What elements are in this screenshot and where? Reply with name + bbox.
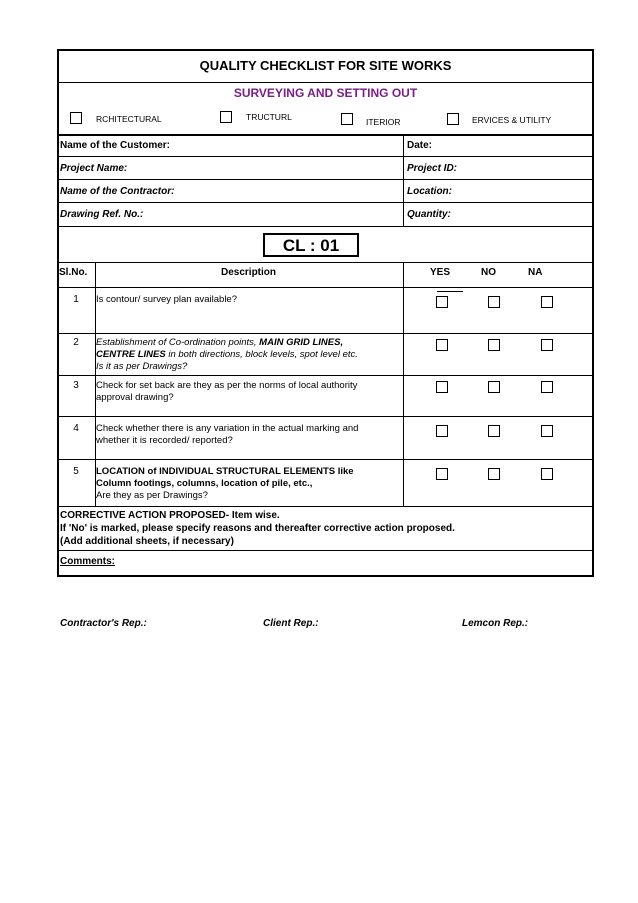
col-no-header: NO (481, 267, 496, 278)
description-line: Column footings, columns, location of pile, etc., (96, 478, 313, 489)
row-number: 4 (73, 423, 79, 434)
corrective-action-instruction: If 'No' is marked, please specify reasons and thereafter corrective action proposed. (60, 523, 455, 534)
divider (57, 82, 594, 83)
corrective-action-heading: CORRECTIVE ACTION PROPOSED- Item wise. (60, 510, 280, 521)
description-line: Is contour/ survey plan available? (96, 294, 237, 305)
na-checkbox[interactable] (541, 339, 553, 351)
category-structural-checkbox[interactable] (220, 111, 232, 123)
no-checkbox[interactable] (488, 339, 500, 351)
description-text: Establishment of Co-ordination points, (96, 337, 260, 348)
row-number: 3 (73, 380, 79, 391)
divider (403, 134, 404, 226)
yes-checkbox[interactable] (436, 425, 448, 437)
description-line: approval drawing? (96, 392, 174, 403)
divider (57, 287, 594, 288)
location-label: Location: (407, 186, 452, 197)
divider (57, 333, 594, 334)
yes-checkbox[interactable] (436, 468, 448, 480)
row-description (96, 337, 401, 373)
yes-checkbox[interactable] (436, 296, 448, 308)
row-description (96, 466, 401, 502)
project-name-label: Project Name: (60, 163, 128, 174)
client-rep-label: Client Rep.: (263, 618, 319, 629)
category-interior-label: ITERIOR (366, 117, 401, 127)
project-id-label: Project ID: (407, 163, 458, 174)
category-services-checkbox[interactable] (447, 113, 459, 125)
divider (57, 202, 594, 203)
divider (57, 179, 594, 180)
divider (437, 291, 463, 292)
contractor-label: Name of the Contractor: (60, 186, 175, 197)
page-title: QUALITY CHECKLIST FOR SITE WORKS (199, 58, 452, 73)
row-number: 5 (73, 466, 79, 477)
row-number: 1 (73, 294, 79, 305)
divider (57, 134, 594, 136)
col-description-header: Description (221, 267, 277, 278)
date-label: Date: (407, 140, 433, 151)
na-checkbox[interactable] (541, 425, 553, 437)
na-checkbox[interactable] (541, 296, 553, 308)
na-checkbox[interactable] (541, 381, 553, 393)
description-line: Are they as per Drawings? (96, 490, 208, 501)
row-description (96, 423, 401, 447)
category-architectural-label: RCHITECTURAL (96, 114, 162, 124)
description-line: LOCATION of INDIVIDUAL STRUCTURAL ELEMENTS like (96, 466, 354, 477)
divider (57, 226, 594, 227)
customer-label: Name of the Customer: (60, 140, 171, 151)
description-line (96, 349, 401, 361)
divider (57, 550, 594, 551)
category-interior-checkbox[interactable] (341, 113, 353, 125)
category-structural-label: TRUCTURL (246, 112, 292, 122)
no-checkbox[interactable] (488, 381, 500, 393)
no-checkbox[interactable] (488, 468, 500, 480)
category-architectural-checkbox[interactable] (70, 112, 82, 124)
col-slno-header: Sl.No. (59, 267, 88, 278)
checklist-code-badge: CL : 01 (263, 233, 359, 257)
description-text: in both directions, block levels, spot level etc. (165, 349, 358, 360)
no-checkbox[interactable] (488, 296, 500, 308)
description-line: whether it is recorded/ reported? (96, 435, 233, 446)
no-checkbox[interactable] (488, 425, 500, 437)
divider (57, 156, 594, 157)
corrective-action-section (60, 509, 455, 548)
drawing-ref-label: Drawing Ref. No.: (60, 209, 144, 220)
divider (57, 416, 594, 417)
row-description (96, 294, 401, 306)
description-text: CENTRE LINES (96, 349, 166, 360)
divider (403, 262, 404, 506)
divider (57, 375, 594, 376)
quantity-label: Quantity: (407, 209, 451, 220)
description-line: Check for set back are they as per the norms of local authority (96, 380, 358, 391)
na-checkbox[interactable] (541, 468, 553, 480)
divider (57, 506, 594, 507)
description-line (96, 337, 401, 349)
divider (57, 459, 594, 460)
row-number: 2 (73, 337, 79, 348)
category-services-label: ERVICES & UTILITY (472, 115, 552, 125)
col-yes-header: YES (430, 267, 451, 278)
row-description (96, 380, 401, 404)
description-text: MAIN GRID LINES, (259, 337, 344, 348)
corrective-action-note: (Add additional sheets, if necessary) (60, 536, 234, 547)
lemcon-rep-label: Lemcon Rep.: (462, 618, 529, 629)
page-subtitle: SURVEYING AND SETTING OUT (233, 86, 418, 100)
description-line: Is it as per Drawings? (96, 361, 188, 372)
description-line: Check whether there is any variation in the actual marking and (96, 423, 359, 434)
yes-checkbox[interactable] (436, 339, 448, 351)
comments-label: Comments: (60, 556, 116, 567)
divider (57, 262, 594, 263)
contractor-rep-label: Contractor's Rep.: (60, 618, 147, 629)
yes-checkbox[interactable] (436, 381, 448, 393)
col-na-header: NA (528, 267, 543, 278)
